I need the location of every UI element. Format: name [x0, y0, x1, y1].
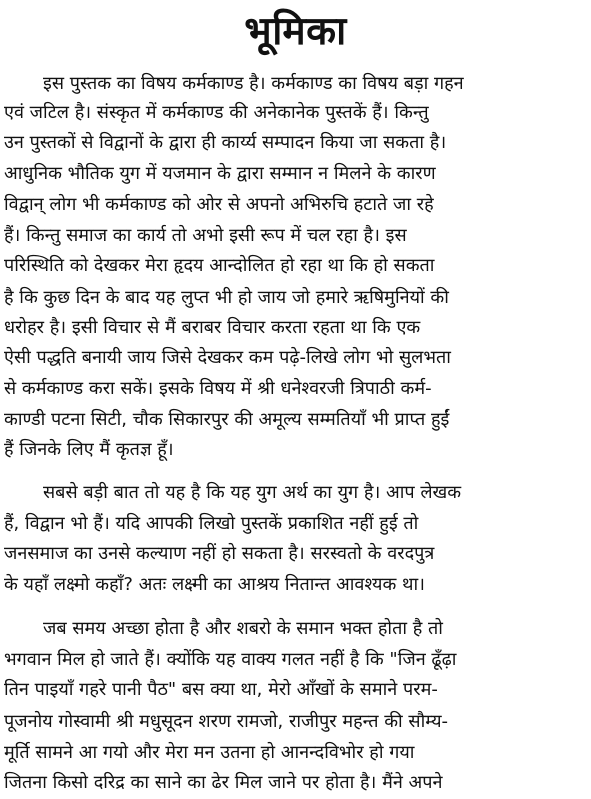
page-title: भूमिका	[244, 9, 347, 54]
paragraph-1-line-12: काण्डी पटना सिटी, चौक सिकारपुर की अमूल्य सम्मतियाँ भी प्राप्त हुईं	[4, 409, 450, 430]
paragraph-1-line-5: विद्वान् लोग भी कर्मकाण्ड को ओर से अपनो अभिरुचि हटाते जा रहे	[4, 194, 434, 215]
paragraph-1-line-1: इस पुस्तक का विषय कर्मकाण्ड है। कर्मकाण्ड का विषय बड़ा गहन	[43, 73, 464, 94]
paragraph-2-line-1: सबसे बड़ी बात तो यह है कि यह युग अर्थ का युग है। आप लेखक	[43, 482, 462, 503]
paragraph-2-line-4: के यहाँ लक्ष्मो कहाँ? अतः लक्ष्मी का आश्रय नितान्त आवश्यक था।	[4, 574, 425, 595]
paragraph-3-line-1: जब समय अच्छा होता है और शबरो के समान भक्त होता है तो	[43, 618, 443, 639]
paragraph-3-line-2: भगवान मिल हो जाते हैं। क्योंकि यह वाक्य गलत नहीं है कि "जिन ढूँढ़ा	[4, 649, 457, 670]
paragraph-3-line-6: जितना किसो दरिद्र का साने का ढेर मिल जाने पर होता है। मैंने अपने	[4, 772, 443, 793]
paragraph-3-line-4: पूजनोय गोस्वामी श्री मधुसूदन शरण रामजो, राजीपुर महन्त की सौम्य-	[4, 711, 449, 732]
paragraph-2-line-3: जनसमाज का उनसे कल्याण नहीं हो सकता है। सरस्वतो के वरदपुत्र	[4, 543, 435, 564]
paragraph-1-line-2: एवं जटिल है। संस्कृत में कर्मकाण्ड की अनेकानेक पुस्तकें हैं। किन्तु	[4, 102, 429, 123]
paragraph-3-line-3: तिन पाइयाँ गहरे पानी पैठ" बस क्या था, मेरो आँखों के समाने परम-	[4, 679, 438, 700]
paragraph-1-line-3: उन पुस्तकों से विद्वानों के द्वारा ही कार्य्य सम्पादन किया जा सकता है।	[4, 132, 447, 153]
paragraph-1-line-13: हैं जिनके लिए मैं कृतज्ञ हूँ।	[4, 439, 174, 460]
paragraph-1-line-7: परिस्थिति को देखकर मेरा हृदय आन्दोलित हो रहा था कि हो सकता	[4, 255, 435, 276]
paragraph-1-line-9: धरोहर है। इसी विचार से मैं बराबर विचार करता रहता था कि एक	[4, 317, 421, 338]
paragraph-1-line-8: है कि कुछ दिन के बाद यह लुप्त भी हो जाय जो हमारे ऋषिमुनियों की	[4, 287, 449, 308]
paragraph-1-line-6: हैं। किन्तु समाज का कार्य तो अभो इसी रूप में चल रहा है। इस	[4, 225, 407, 246]
paragraph-2-line-2: हैं, विद्वान भो हैं। यदि आपकी लिखो पुस्तकें प्रकाशित नहीं हुई तो	[4, 513, 419, 534]
paragraph-1-line-10: ऐसी पद्धति बनायी जाय जिसे देखकर कम पढ़े-लिखे लोग भो सुलभता	[4, 347, 451, 368]
paragraph-1-line-4: आधुनिक भौतिक युग में यजमान के द्वारा सम्मान न मिलने के कारण	[4, 163, 436, 184]
paragraph-1-line-11: से कर्मकाण्ड करा सकें। इसके विषय में श्री धनेश्वरजी त्रिपाठी कर्म-	[4, 378, 432, 399]
paragraph-3-line-5: मूर्ति सामने आ गयो और मेरा मन उतना हो आनन्दविभोर हो गया	[4, 742, 415, 763]
